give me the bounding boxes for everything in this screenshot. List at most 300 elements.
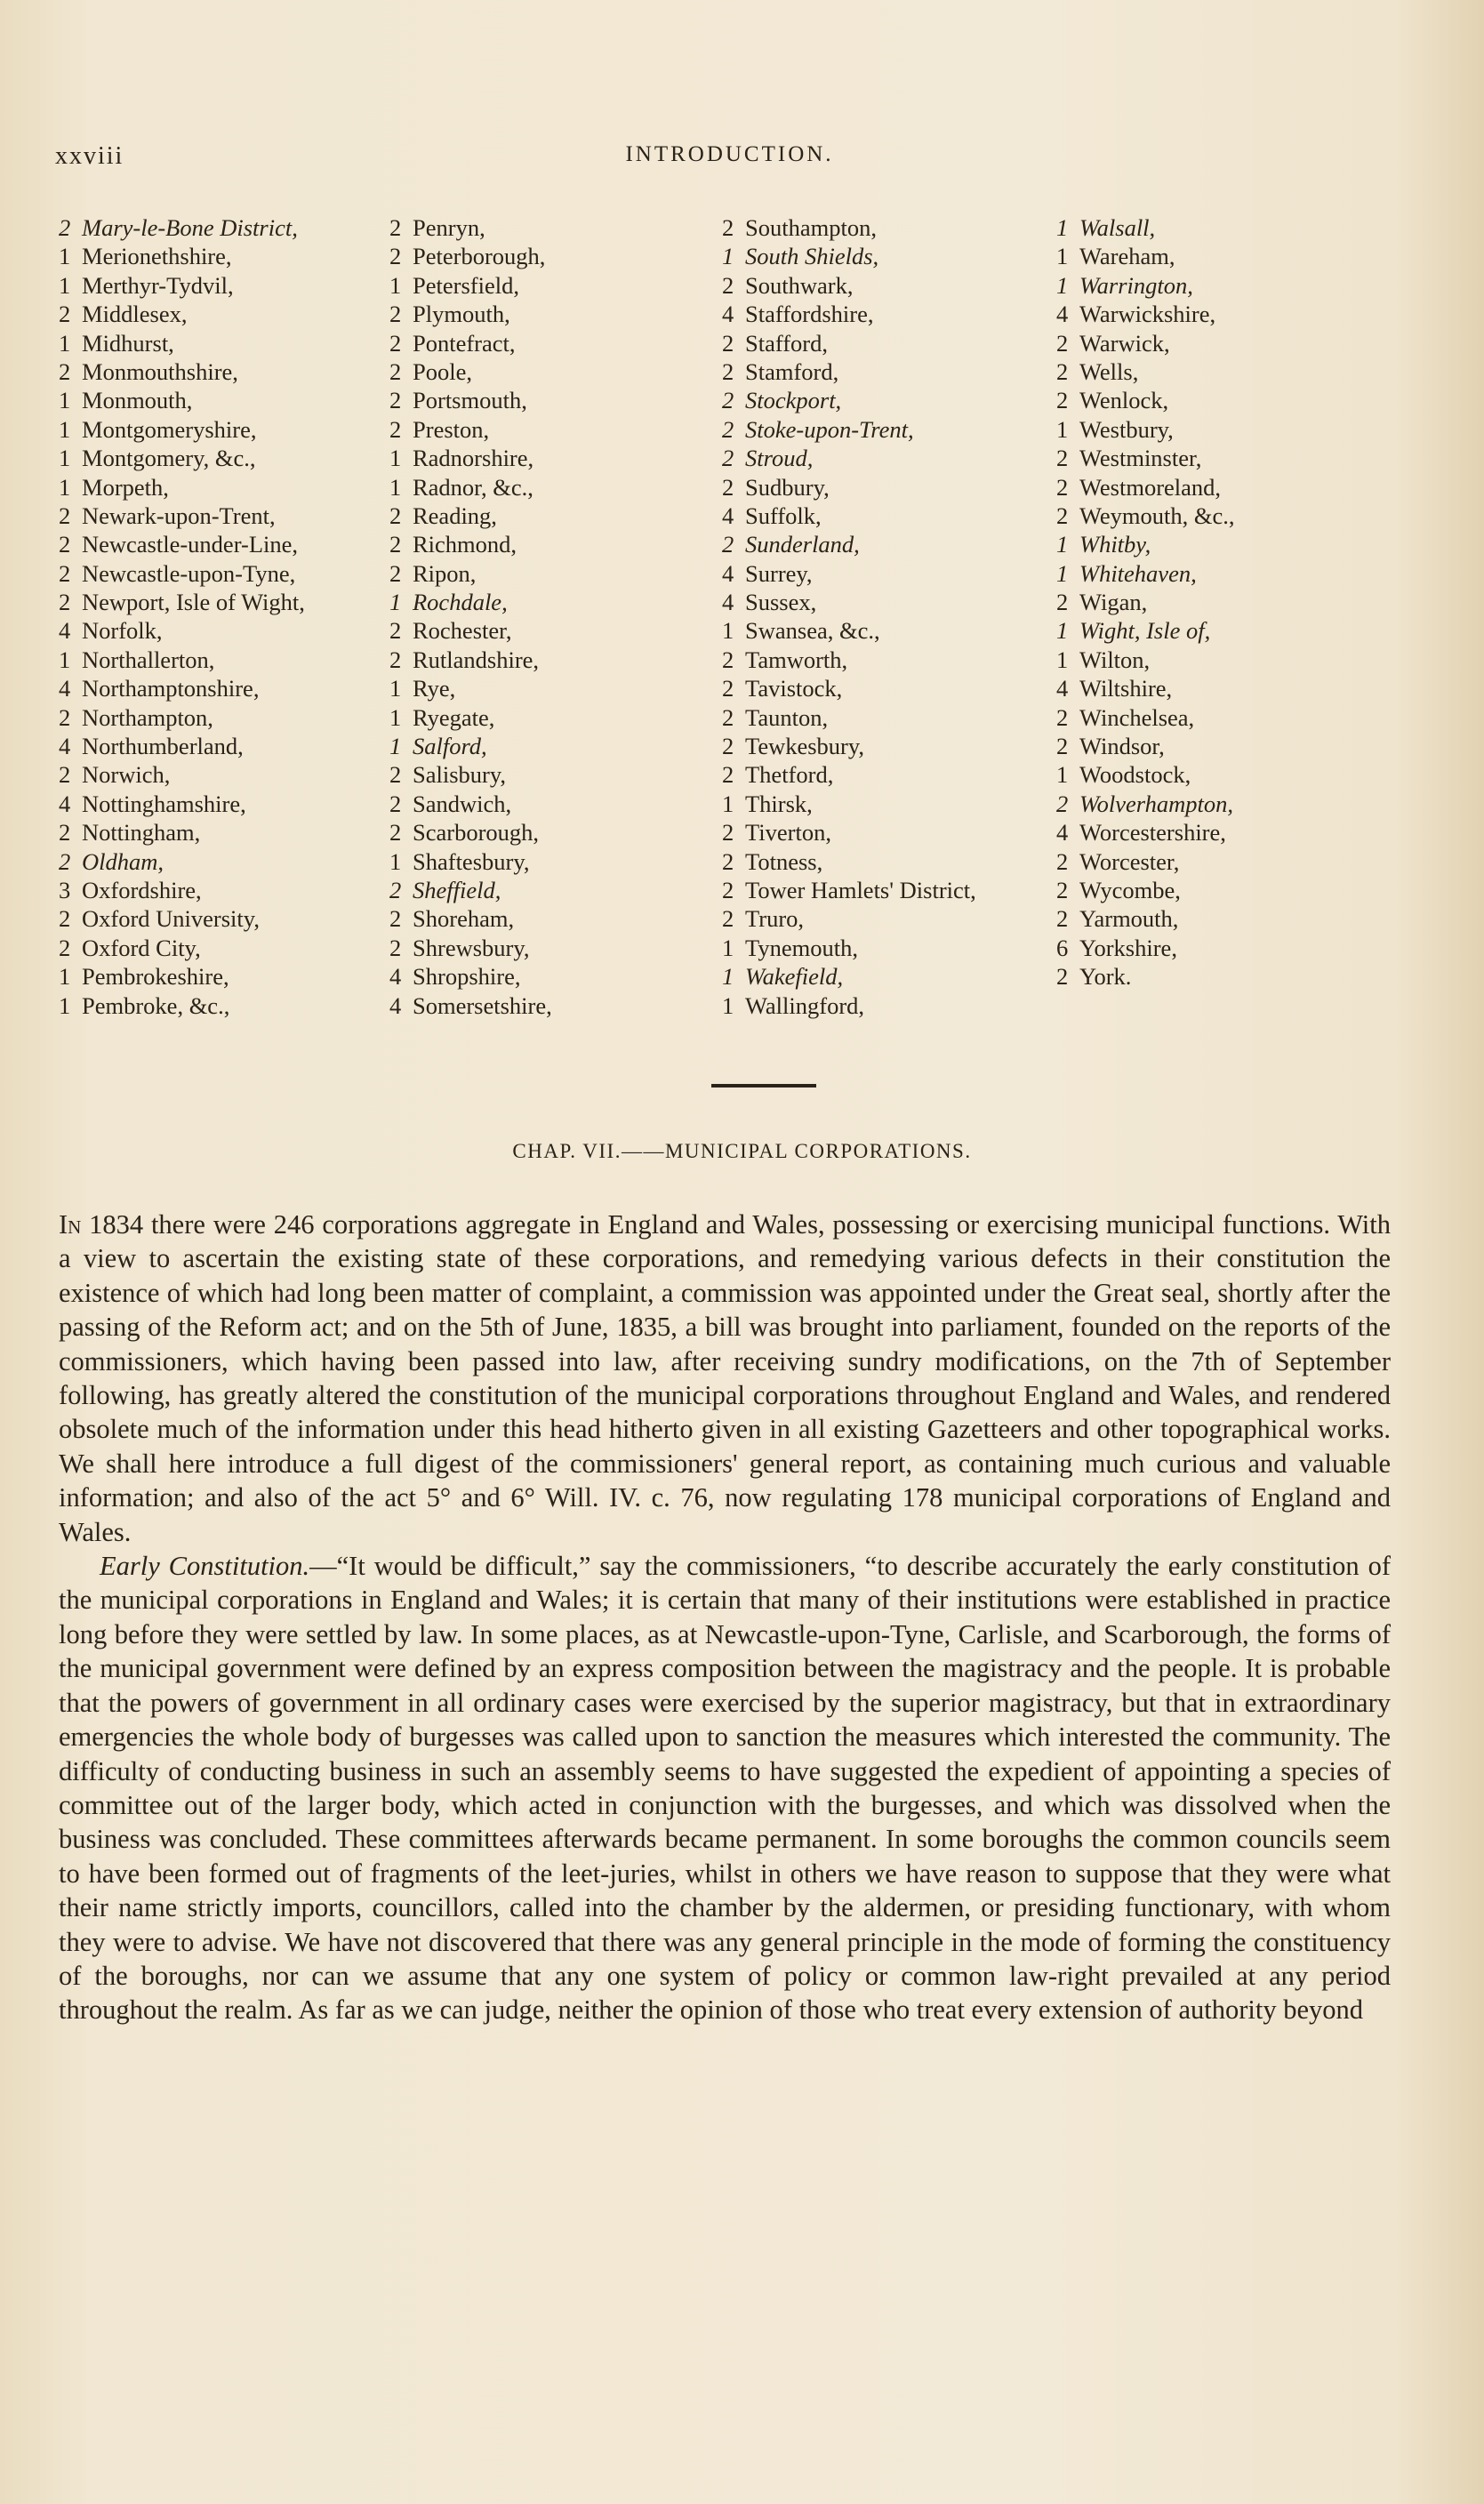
list-entry	[1056, 646, 1403, 674]
entry-count: 2	[389, 415, 402, 443]
list-entry	[722, 818, 1069, 847]
entry-place: Reading,	[413, 502, 497, 529]
list-entry	[722, 300, 1069, 328]
entry-place: Tiverton,	[745, 819, 831, 847]
entry-place: Montgomeryshire,	[82, 415, 257, 443]
paragraph-1-text: 1834 there were 246 corporations aggregate in England and Wales, possessing or exercising municipal functions. With a view to ascertain the existing state of these corporations, and remedying various defects in their constitution the existence of which had long been matter of complaint, a commission was appointed under the Great seal, shortly after the passing of the Reform act; and on the 5th of June, 1835, a bill was brought into parliament, founded on the reports of the commissioners, which having been passed into law, after receiving sundry modifications, on the 7th of September following, has greatly altered the constitution of the municipal corporations throughout England and Wales, and rendered obsolete much of the information under this head hitherto given in all existing Gazetteers and other topographical works. We shall here introduce a full digest of the commissioners' general report, as containing much curious and valuable information; and also of the act 5° and 6° Will. IV. c. 76, now regulating 178 municipal corporations of England and Wales.	[59, 1209, 1391, 1547]
entry-count: 4	[722, 301, 734, 328]
entry-place: Sussex,	[745, 589, 817, 616]
entry-count: 2	[1056, 847, 1069, 875]
list-entry	[1056, 415, 1403, 444]
entry-place: Sudbury,	[745, 473, 830, 501]
entry-count: 1	[59, 243, 71, 270]
list-entry	[389, 876, 736, 904]
entry-place: Petersfield,	[413, 271, 519, 299]
list-entry	[59, 962, 405, 991]
entry-count: 2	[722, 214, 734, 241]
list-entry	[59, 357, 405, 386]
list-entry	[59, 386, 405, 414]
list-entry	[389, 674, 736, 702]
list-entry	[59, 415, 405, 444]
entry-place: Stroud,	[745, 445, 814, 472]
entry-place: Worcestershire,	[1079, 819, 1226, 847]
entry-count: 1	[1056, 531, 1069, 558]
list-entry	[59, 444, 405, 472]
entry-place: Tynemouth,	[745, 934, 858, 961]
entry-place: Totness,	[745, 847, 823, 875]
entry-count: 2	[1056, 329, 1069, 357]
entry-place: Whitby,	[1079, 531, 1151, 558]
entry-count: 1	[722, 617, 734, 645]
list-entry	[722, 934, 1069, 962]
entry-place: Westminster,	[1079, 445, 1202, 472]
entry-place: Nottinghamshire,	[82, 790, 246, 817]
list-entry	[389, 300, 736, 328]
entry-place: Southwark,	[745, 271, 854, 299]
section-divider	[711, 1084, 816, 1087]
list-column-2	[389, 213, 736, 1020]
entry-place: Preston,	[413, 415, 490, 443]
entry-count: 2	[59, 819, 71, 847]
list-entry	[722, 213, 1069, 242]
list-entry	[59, 502, 405, 530]
entry-place: Mary-le-Bone District,	[82, 214, 298, 241]
entry-count: 2	[59, 703, 71, 731]
entry-count: 4	[1056, 301, 1069, 328]
entry-place: South Shields,	[745, 243, 879, 270]
list-entry	[389, 934, 736, 962]
entry-count: 1	[389, 733, 402, 760]
list-entry	[1056, 502, 1403, 530]
list-entry	[722, 847, 1069, 876]
entry-count: 2	[722, 847, 734, 875]
list-entry	[722, 473, 1069, 502]
entry-count: 3	[59, 876, 71, 903]
entry-place: Winchelsea,	[1079, 703, 1195, 731]
entry-count: 2	[1056, 790, 1069, 817]
list-entry	[59, 646, 405, 674]
list-entry	[1056, 300, 1403, 328]
entry-count: 1	[1056, 761, 1069, 789]
entry-place: Ripon,	[413, 559, 477, 587]
entry-place: Wenlock,	[1079, 387, 1169, 414]
entry-count: 1	[1056, 559, 1069, 587]
list-entry	[1056, 904, 1403, 933]
list-entry	[722, 616, 1069, 645]
entry-count: 1	[722, 243, 734, 270]
entry-place: Warrington,	[1079, 271, 1193, 299]
entry-count: 2	[389, 617, 402, 645]
entry-count: 2	[722, 445, 734, 472]
entry-place: Shrewsbury,	[413, 934, 530, 961]
list-entry	[59, 300, 405, 328]
list-entry	[389, 329, 736, 357]
list-entry	[59, 818, 405, 847]
list-entry	[1056, 530, 1403, 558]
entry-place: Northallerton,	[82, 646, 215, 673]
list-entry	[59, 473, 405, 502]
list-entry	[59, 790, 405, 818]
entry-place: Stockport,	[745, 387, 842, 414]
entry-count: 2	[722, 387, 734, 414]
entry-count: 1	[59, 963, 71, 991]
entry-place: Sunderland,	[745, 531, 860, 558]
entry-place: Rochdale,	[413, 589, 508, 616]
entry-place: Portsmouth,	[413, 387, 527, 414]
entry-count: 4	[389, 991, 402, 1019]
entry-count: 2	[722, 415, 734, 443]
list-entry	[1056, 703, 1403, 732]
entry-place: Ryegate,	[413, 703, 495, 731]
paragraph-heading: Early Constitution.	[100, 1551, 310, 1582]
list-entry	[389, 991, 736, 1020]
list-entry	[389, 962, 736, 991]
entry-count: 4	[389, 963, 402, 991]
entry-count: 1	[1056, 214, 1069, 241]
entry-count: 1	[1056, 271, 1069, 299]
entry-count: 1	[59, 646, 71, 673]
list-entry	[389, 646, 736, 674]
entry-count: 1	[389, 847, 402, 875]
entry-place: Monmouth,	[82, 387, 193, 414]
entry-count: 2	[722, 271, 734, 299]
list-entry	[1056, 588, 1403, 616]
list-entry	[389, 790, 736, 818]
list-column-1	[59, 213, 405, 1020]
entry-count: 2	[389, 357, 402, 385]
entry-place: Swansea, &c.,	[745, 617, 880, 645]
entry-place: Stafford,	[745, 329, 828, 357]
entry-place: Radnorshire,	[413, 445, 534, 472]
entry-place: Poole,	[413, 357, 472, 385]
list-entry	[389, 415, 736, 444]
entry-count: 4	[722, 559, 734, 587]
entry-count: 2	[389, 531, 402, 558]
entry-place: Newcastle-under-Line,	[82, 531, 299, 558]
entry-count: 2	[59, 357, 71, 385]
entry-count: 2	[722, 761, 734, 789]
entry-place: Tavistock,	[745, 675, 843, 702]
entry-place: Salisbury,	[413, 761, 507, 789]
entry-count: 2	[722, 675, 734, 702]
entry-place: Sandwich,	[413, 790, 512, 817]
list-entry	[59, 760, 405, 789]
entry-place: Norwich,	[82, 761, 171, 789]
entry-place: Rutlandshire,	[413, 646, 540, 673]
entry-count: 2	[389, 876, 402, 903]
list-entry	[59, 904, 405, 933]
list-column-4	[1056, 213, 1403, 991]
list-entry	[389, 213, 736, 242]
page-number: xxviii	[55, 142, 124, 170]
list-entry	[1056, 386, 1403, 414]
entry-count: 2	[59, 761, 71, 789]
entry-place: Pontefract,	[413, 329, 516, 357]
entry-count: 1	[59, 991, 71, 1019]
entry-count: 1	[59, 387, 71, 414]
entry-place: Norfolk,	[82, 617, 163, 645]
entry-count: 2	[59, 934, 71, 961]
entry-place: Richmond,	[413, 531, 517, 558]
entry-place: Taunton,	[745, 703, 829, 731]
entry-place: Whitehaven,	[1079, 559, 1197, 587]
list-entry	[59, 876, 405, 904]
entry-count: 2	[722, 703, 734, 731]
list-entry	[722, 588, 1069, 616]
entry-count: 1	[1056, 243, 1069, 270]
list-entry	[1056, 444, 1403, 472]
list-entry	[722, 962, 1069, 991]
entry-count: 2	[1056, 963, 1069, 991]
entry-count: 2	[1056, 905, 1069, 933]
entry-place: Nottingham,	[82, 819, 201, 847]
entry-count: 1	[59, 329, 71, 357]
chapter-heading: CHAP. VII.——MUNICIPAL CORPORATIONS.	[512, 1140, 972, 1162]
entry-place: Woodstock,	[1079, 761, 1191, 789]
entry-count: 2	[722, 905, 734, 933]
entry-count: 1	[59, 445, 71, 472]
list-entry	[722, 904, 1069, 933]
entry-count: 2	[1056, 502, 1069, 529]
entry-place: Wareham,	[1079, 243, 1175, 270]
entry-count: 2	[722, 876, 734, 903]
entry-place: Worcester,	[1079, 847, 1180, 875]
entry-count: 2	[389, 905, 402, 933]
entry-place: Wilton,	[1079, 646, 1151, 673]
entry-place: Shoreham,	[413, 905, 515, 933]
entry-count: 2	[59, 214, 71, 241]
list-entry	[1056, 329, 1403, 357]
entry-place: Wallingford,	[745, 991, 865, 1019]
entry-place: Somersetshire,	[413, 991, 552, 1019]
list-entry	[389, 242, 736, 270]
list-entry	[59, 530, 405, 558]
entry-place: York.	[1079, 963, 1132, 991]
entry-count: 4	[59, 733, 71, 760]
entry-place: Yarmouth,	[1079, 905, 1179, 933]
entry-count: 2	[59, 847, 71, 875]
paragraph-2	[59, 1549, 1391, 2027]
entry-count: 2	[389, 502, 402, 529]
list-entry	[1056, 271, 1403, 300]
list-entry	[389, 357, 736, 386]
entry-count: 2	[389, 243, 402, 270]
list-entry	[389, 904, 736, 933]
entry-count: 2	[389, 214, 402, 241]
entry-count: 4	[1056, 819, 1069, 847]
entry-place: Midhurst,	[82, 329, 174, 357]
entry-place: Wiltshire,	[1079, 675, 1173, 702]
entry-place: Newark-upon-Trent,	[82, 502, 276, 529]
list-entry	[389, 559, 736, 588]
list-entry	[722, 502, 1069, 530]
entry-place: Monmouthshire,	[82, 357, 238, 385]
entry-place: Suffolk,	[745, 502, 822, 529]
entry-count: 2	[59, 301, 71, 328]
entry-place: Surrey,	[745, 559, 813, 587]
list-entry	[1056, 213, 1403, 242]
list-entry	[1056, 357, 1403, 386]
list-entry	[59, 847, 405, 876]
list-entry	[1056, 674, 1403, 702]
entry-place: Salford,	[413, 733, 487, 760]
entry-place: Wells,	[1079, 357, 1139, 385]
entry-place: Southampton,	[745, 214, 877, 241]
entry-count: 2	[389, 646, 402, 673]
entry-place: Merionethshire,	[82, 243, 232, 270]
entry-count: 2	[389, 761, 402, 789]
list-entry	[59, 991, 405, 1020]
entry-place: Wight, Isle of,	[1079, 617, 1211, 645]
entry-count: 2	[1056, 357, 1069, 385]
entry-count: 2	[722, 531, 734, 558]
list-entry	[59, 703, 405, 732]
entry-count: 4	[59, 675, 71, 702]
entry-place: Walsall,	[1079, 214, 1156, 241]
entry-count: 2	[1056, 876, 1069, 903]
entry-count: 2	[1056, 387, 1069, 414]
list-entry	[722, 732, 1069, 760]
entry-count: 2	[1056, 445, 1069, 472]
list-entry	[59, 616, 405, 645]
entry-place: Wolverhampton,	[1079, 790, 1233, 817]
borough-list	[59, 213, 1312, 1031]
entry-count: 1	[59, 473, 71, 501]
entry-count: 2	[722, 329, 734, 357]
list-entry	[722, 386, 1069, 414]
list-entry	[389, 588, 736, 616]
list-entry	[59, 271, 405, 300]
list-entry	[722, 415, 1069, 444]
list-entry	[59, 588, 405, 616]
entry-place: Yorkshire,	[1079, 934, 1177, 961]
entry-count: 2	[1056, 473, 1069, 501]
paragraph-2-text: —“It would be difficult,” say the commissioners, “to describe accurately the early constitution of the municipal corporations in England and Wales; it is certain that many of their institutions were established in practice long before they were settled by law. In some places, as at Newcastle-upon-Tyne, Carlisle, and Scarborough, the forms of the municipal government were defined by an express composition between the magistracy and the people. It is probable that the powers of government in all ordinary cases were exercised by the superior magistracy, but that in extraordinary emergencies the whole body of burgesses was called upon to sanction the measures which interested the community. The difficulty of conducting business in such an assembly seems to have suggested the expedient of appointing a species of committee out of the larger body, which acted in conjunction with the burgesses, and which was dissolved when the business was concluded. These committees afterwards became permanent. In some boroughs the common councils seem to have been formed out of fragments of the leet-juries, whilst in others we have reason to suppose that they were what their name strictly imports, councillors, called into the chamber by the aldermen, or presiding functionary, with whom they were to advise. We have not discovered that there was any general principle in the mode of forming the constituency of the boroughs, nor can we assume that any one system of policy or common law-right prevailed at any period throughout the realm. As far as we can judge, neither the opinion of those who treat every extension of authority beyond	[59, 1551, 1392, 2026]
list-entry	[389, 444, 736, 472]
list-entry	[1056, 732, 1403, 760]
body-text	[59, 1208, 1391, 2027]
list-entry	[722, 674, 1069, 702]
entry-place: Morpeth,	[82, 473, 169, 501]
list-entry	[1056, 790, 1403, 818]
entry-place: Newport, Isle of Wight,	[82, 589, 305, 616]
entry-count: 2	[59, 589, 71, 616]
entry-count: 2	[722, 357, 734, 385]
running-title: INTRODUCTION.	[625, 142, 834, 166]
list-entry	[1056, 242, 1403, 270]
list-entry	[722, 530, 1069, 558]
entry-place: Scarborough,	[413, 819, 540, 847]
entry-count: 2	[389, 934, 402, 961]
entry-count: 2	[59, 531, 71, 558]
entry-count: 1	[1056, 415, 1069, 443]
entry-place: Northampton,	[82, 703, 213, 731]
entry-place: Thirsk,	[745, 790, 813, 817]
list-entry	[1056, 934, 1403, 962]
list-entry	[722, 991, 1069, 1020]
list-entry	[389, 616, 736, 645]
entry-count: 4	[722, 502, 734, 529]
entry-count: 2	[722, 473, 734, 501]
entry-place: Shropshire,	[413, 963, 521, 991]
list-entry	[722, 329, 1069, 357]
entry-count: 2	[722, 733, 734, 760]
list-entry	[722, 444, 1069, 472]
entry-place: Radnor, &c.,	[413, 473, 533, 501]
entry-count: 6	[1056, 934, 1069, 961]
entry-place: Westbury,	[1079, 415, 1174, 443]
entry-place: Rochester,	[413, 617, 512, 645]
paragraph-1	[59, 1208, 1391, 1549]
entry-count: 1	[59, 415, 71, 443]
list-entry	[389, 703, 736, 732]
entry-count: 2	[389, 819, 402, 847]
list-entry	[59, 213, 405, 242]
entry-place: Tewkesbury,	[745, 733, 865, 760]
list-entry	[389, 530, 736, 558]
entry-place: Tamworth,	[745, 646, 848, 673]
entry-place: Stamford,	[745, 357, 839, 385]
entry-place: Wigan,	[1079, 589, 1148, 616]
list-entry	[722, 357, 1069, 386]
entry-count: 4	[1056, 675, 1069, 702]
list-entry	[59, 934, 405, 962]
entry-count: 1	[1056, 617, 1069, 645]
entry-place: Penryn,	[413, 214, 485, 241]
entry-place: Peterborough,	[413, 243, 546, 270]
list-entry	[59, 559, 405, 588]
entry-place: Weymouth, &c.,	[1079, 502, 1235, 529]
list-entry	[722, 760, 1069, 789]
entry-count: 4	[722, 589, 734, 616]
entry-count: 1	[722, 991, 734, 1019]
entry-place: Pembroke, &c.,	[82, 991, 230, 1019]
entry-count: 2	[59, 559, 71, 587]
list-entry	[1056, 473, 1403, 502]
running-head	[55, 142, 1404, 178]
list-entry	[389, 818, 736, 847]
list-entry	[1056, 818, 1403, 847]
entry-place: Warwickshire,	[1079, 301, 1216, 328]
list-entry	[1056, 847, 1403, 876]
entry-count: 2	[1056, 589, 1069, 616]
entry-place: Oxford City,	[82, 934, 201, 961]
entry-count: 1	[389, 589, 402, 616]
entry-count: 1	[389, 445, 402, 472]
list-entry	[389, 732, 736, 760]
list-entry	[59, 242, 405, 270]
entry-place: Warwick,	[1079, 329, 1170, 357]
entry-place: Middlesex,	[82, 301, 188, 328]
list-entry	[722, 559, 1069, 588]
list-entry	[722, 242, 1069, 270]
entry-count: 2	[1056, 703, 1069, 731]
entry-place: Tower Hamlets' District,	[745, 876, 976, 903]
entry-place: Oldham,	[82, 847, 164, 875]
entry-count: 2	[59, 502, 71, 529]
list-entry	[389, 502, 736, 530]
entry-place: Sheffield,	[413, 876, 501, 903]
entry-count: 1	[389, 473, 402, 501]
entry-count: 2	[389, 790, 402, 817]
entry-count: 1	[389, 703, 402, 731]
entry-place: Merthyr-Tydvil,	[82, 271, 234, 299]
entry-count: 2	[389, 559, 402, 587]
entry-count: 2	[722, 819, 734, 847]
list-entry	[389, 473, 736, 502]
entry-place: Staffordshire,	[745, 301, 874, 328]
entry-count: 2	[1056, 733, 1069, 760]
